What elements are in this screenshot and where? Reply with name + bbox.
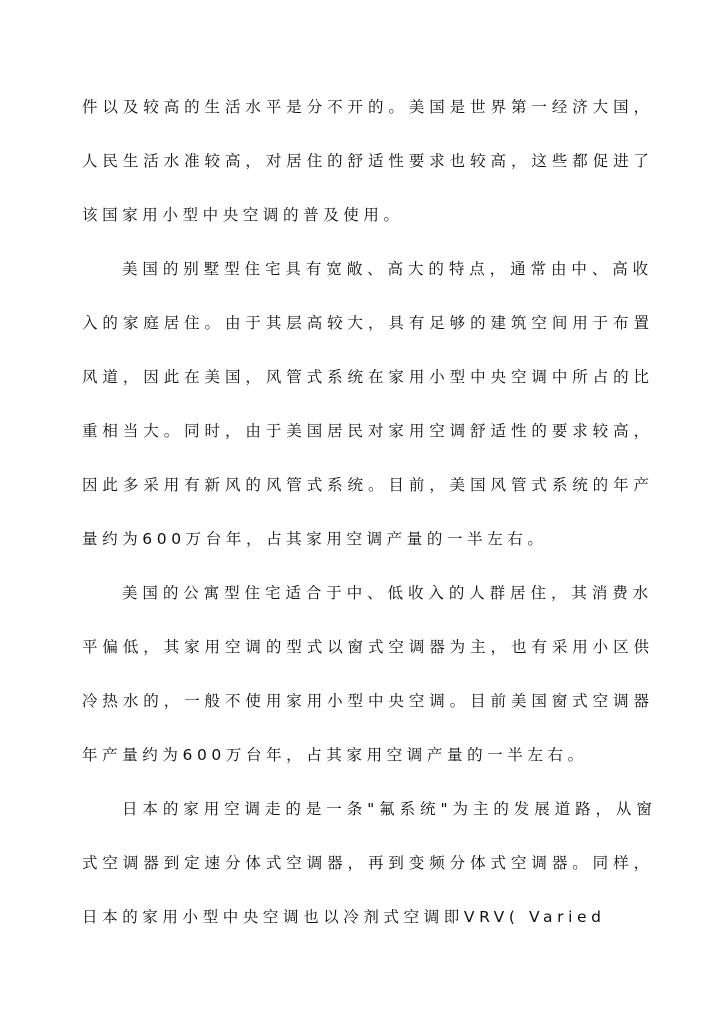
text-line: 平 偏 低 ， 其 家 用 空 调 的 型 式 以 窗 式 空 调 器 为 主 ， 也 有 采 用 小 区 供 bbox=[82, 638, 650, 656]
text-line: 年产量约为600万台年，占其家用空调产量的一半左右。 bbox=[82, 746, 588, 764]
text-line: 式 空 调 器 到 定 速 分 体 式 空 调 器 ， 再 到 变 频 分 体 式 空 调 器 。 同 样 ， bbox=[82, 854, 650, 872]
paragraph-first-line: 日 本 的 家 用 空 调 走 的 是 一 条 " 氟 系 统 " 为 主 的 发 展 道 路 ， 从 窗 bbox=[122, 800, 652, 818]
paragraph-first-line: 美 国 的 别 墅 型 住 宅 具 有 宽 敞 、 高 大 的 特 点 ， 通 常 由 中 、 高 收 bbox=[122, 260, 649, 278]
text-line: 量约为600万台年，占其家用空调产量的一半左右。 bbox=[82, 530, 548, 548]
text-line: 风 道 ， 因 此 在 美 国 ， 风 管 式 系 统 在 家 用 小 型 中 央 空 调 中 所 占 的 比 bbox=[82, 368, 650, 386]
text-line: 入 的 家 庭 居 住 。 由 于 其 层 高 较 大 ， 具 有 足 够 的 建 筑 空 间 用 于 布 置 bbox=[82, 314, 650, 332]
text-line: 重 相 当 大 。 同 时 ， 由 于 美 国 居 民 对 家 用 空 调 舒 适 性 的 要 求 较 高 ， bbox=[82, 422, 650, 440]
text-line: 冷 热 水 的 ， 一 般 不 使 用 家 用 小 型 中 央 空 调 。 目 前 美 国 窗 式 空 调 器 bbox=[82, 692, 650, 710]
text-line: 该国家用小型中央空调的普及使用。 bbox=[82, 206, 404, 224]
text-line: 日本的家用小型中央空调也以冷剂式空调即VRV( Varied bbox=[82, 908, 606, 926]
text-line: 因 此 多 采 用 有 新 风 的 风 管 式 系 统 。 目 前 ， 美 国 风 管 式 系 统 的 年 产 bbox=[82, 476, 650, 494]
paragraph-first-line: 美 国 的 公 寓 型 住 宅 适 合 于 中 、 低 收 入 的 人 群 居 住 ， 其 消 费 水 bbox=[122, 584, 649, 602]
text-line: 人 民 生 活 水 准 较 高 ， 对 居 住 的 舒 适 性 要 求 也 较 高 ， 这 些 都 促 进 了 bbox=[82, 152, 650, 170]
text-line: 件 以 及 较 高 的 生 活 水 平 是 分 不 开 的 。 美 国 是 世 界 第 一 经 济 大 国 ， bbox=[82, 98, 650, 116]
